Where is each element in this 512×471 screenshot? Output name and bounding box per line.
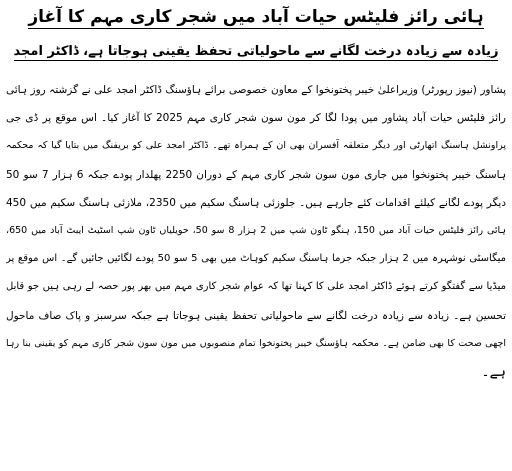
body-line: میڈیا سے گفتگو کرتے ہوئے ڈاکٹر امجد علی کا کہنا تھا کہ عوام شجر کاری مہم میں بھر پور حصہ لے رہی ہیں جو قابل — [6, 281, 506, 293]
body-line: ہائی رائز فلیٹس حیات آباد میں 150، ہنگو ٹاون شپ میں 2 ہزار 8 سو 50، حویلیاں ٹاون شپ اسٹیٹ ایبٹ آباد میں 650، — [6, 224, 506, 236]
body-line: پراونشل ہاسنگ اتھارٹی اور دیگر متعلقہ آفسران بھی ان کے ہمراہ تھے۔ ڈاکٹر امجد علی کو بریفنگ میں بتایا گیا کہ محکمہ — [6, 140, 506, 152]
body-line: تحسین ہے۔ زیادہ سے زیادہ درخت لگانے سے ماحولیاتی تحفظ یقینی ہوجاتا ہے جبکہ سرسبز و پاک صاف ماحول — [6, 309, 506, 322]
headline-text: ہائی رائز فلیٹس حیات آباد میں شجر کاری مہم کا آغاز — [28, 7, 484, 27]
body-line: دیگر پودے لگانے کیلئے اقدامات کئے جارہے ہیں۔ جلوزئی ہاسنگ سکیم میں 2350، ملازئی ہاسنگ سکیم میں 450 — [6, 196, 506, 209]
body-line: میگاسٹی نوشہرہ میں 2 ہزار جبکہ جرما ہاسنگ سکیم کوہاٹ میں بھی 5 سو 50 پودے لگائیں جائیں گے۔ اس موقع پر — [6, 253, 506, 265]
body-line: اچھی صحت کا بھی ضامن ہے۔ محکمہ ہاؤسنگ خیبر پختونخوا تمام منصوبوں میں مون سون شجر کاری مہم کو یقینی بنا رہا — [6, 337, 506, 349]
article-subheadline — [6, 40, 506, 70]
subheadline-text: زیادہ سے زیادہ درخت لگانے سے ماحولیاتی تحفظ یقینی ہوجاتا ہے، ڈاکٹر امجد — [13, 44, 499, 59]
body-line: ہاسنگ خیبر پختونخوا میں جاری مون سون شجر کاری مہم کے دوران 2250 پھلدار پودے جبکہ 6 ہزار 7 سو 50 — [6, 168, 506, 181]
article-headline — [6, 4, 506, 34]
body-line: پشاور (نیوز رپورٹر) وزیراعلیٰ خیبر پختونخوا کے معاون خصوصی برائے ہاؤسنگ ڈاکٹر امجد علی نے گزشتہ روز ہائی — [6, 84, 506, 96]
body-line: رائز فلیٹس حیات آباد پشاور میں پودا لگا کر مون سون شجر کاری مہم 2025 کا آغاز کیا۔ اس موقع پر ڈی جی — [6, 112, 506, 125]
body-line-last: ہے۔ — [481, 363, 506, 380]
article-body — [6, 76, 506, 386]
